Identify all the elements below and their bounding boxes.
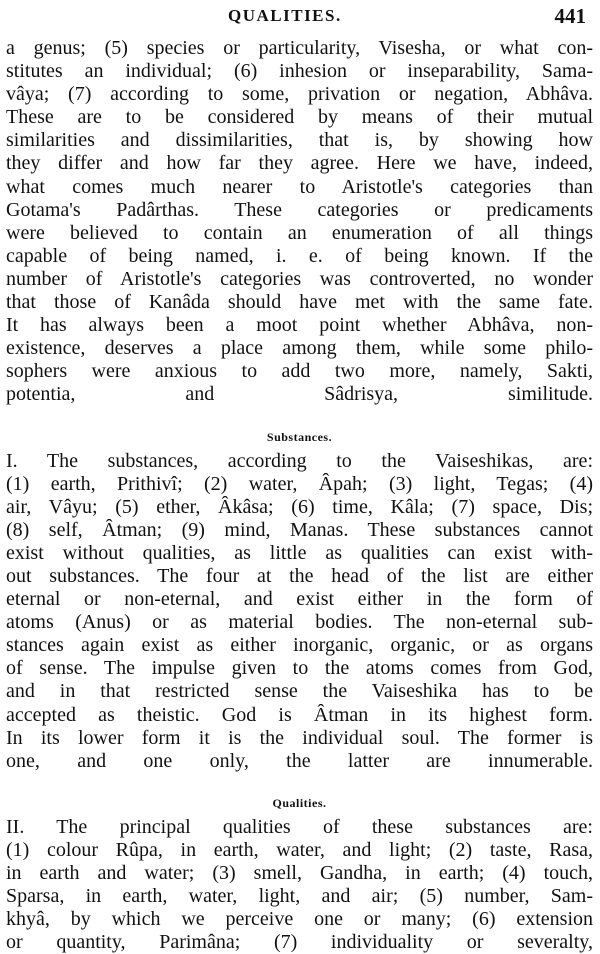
text-line: (1) colour Rûpa, in earth, water, and light; (2) taste, Rasa, [6, 838, 593, 861]
text-line: what comes much nearer to Aristotle's categories than [6, 175, 593, 198]
section-heading-qualities: Qualities. [272, 795, 327, 810]
text-line: It has always been a moot point whether Abhâva, non- [6, 314, 593, 337]
text-line: a genus; (5) species or particularity, Visesha, or what con- [6, 37, 593, 59]
text-line: khyâ, by which we perceive one or many; (6) extension [6, 908, 593, 931]
text-line: of sense. The impulse given to the atoms comes from God, [6, 657, 593, 680]
paragraph-substances [6, 450, 593, 773]
text-line: were believed to contain an enumeration of all things [6, 221, 593, 244]
text-line: Sparsa, in earth, water, light, and air; (5) number, Sam- [6, 885, 593, 908]
text-line: that those of Kanâda should have met with the same fate. [6, 291, 593, 314]
text-line: potentia, and Sâdrisya, similitude. [6, 383, 593, 406]
text-line: vâya; (7) according to some, privation or negation, Abhâva. [6, 83, 593, 106]
text-line: number of Aristotle's categories was controverted, no wonder [6, 267, 593, 290]
text-line: atoms (Anus) or as material bodies. The non-eternal sub- [6, 611, 593, 634]
text-line: one, and one only, the latter are innumerable. [6, 749, 593, 772]
text-line: In its lower form it is the individual soul. The former is [6, 726, 593, 749]
text-line: These are to be considered by means of their mutual [6, 106, 593, 129]
text-line: (1) earth, Prithivî; (2) water, Âpah; (3) light, Tegas; (4) [6, 472, 593, 495]
text-line: accepted as theistic. God is Âtman in its highest form. [6, 703, 593, 726]
text-line: I. The substances, according to the Vaiseshikas, are: [6, 449, 593, 472]
section-heading-substances: Substances. [266, 429, 333, 444]
text-line: sophers were anxious to add two more, namely, Sakti, [6, 360, 593, 383]
text-line: in earth and water; (3) smell, Gandha, in earth; (4) touch, [6, 862, 593, 884]
paragraph-qualities [6, 816, 593, 954]
page-body [6, 37, 593, 954]
text-line: Gotama's Padârthas. These categories or predicaments [6, 198, 593, 221]
text-line: and in that restricted sense the Vaiseshika has to be [6, 680, 593, 703]
text-line: out substances. The four at the head of the list are either [6, 564, 593, 587]
text-line: stances again exist as either inorganic, organic, or as organs [6, 634, 593, 657]
running-head-title: QUALITIES. [228, 6, 342, 25]
page-number: 441 [554, 4, 586, 28]
text-line: existence, deserves a place among them, while some philo- [6, 337, 593, 360]
text-line: (8) self, Âtman; (9) mind, Manas. These substances cannot [6, 518, 593, 541]
text-line: they differ and how far they agree. Here we have, indeed, [6, 152, 593, 175]
text-line: II. The principal qualities of these substances are: [6, 815, 593, 838]
text-line: stitutes an individual; (6) inhesion or inseparability, Sama- [6, 60, 593, 83]
text-line: capable of being named, i. e. of being known. If the [6, 244, 593, 267]
text-line: or quantity, Parimâna; (7) individuality or severalty, [6, 931, 593, 954]
text-line: similarities and dissimilarities, that is, by showing how [6, 129, 593, 152]
text-line: exist without qualities, as little as qualities can exist with- [6, 541, 593, 564]
running-head [0, 4, 600, 34]
paragraph-intro [6, 37, 593, 407]
text-line: air, Vâyu; (5) ether, Âkâsa; (6) time, Kâla; (7) space, Dis; [6, 495, 593, 518]
text-line: eternal or non-eternal, and exist either in the form of [6, 588, 593, 611]
